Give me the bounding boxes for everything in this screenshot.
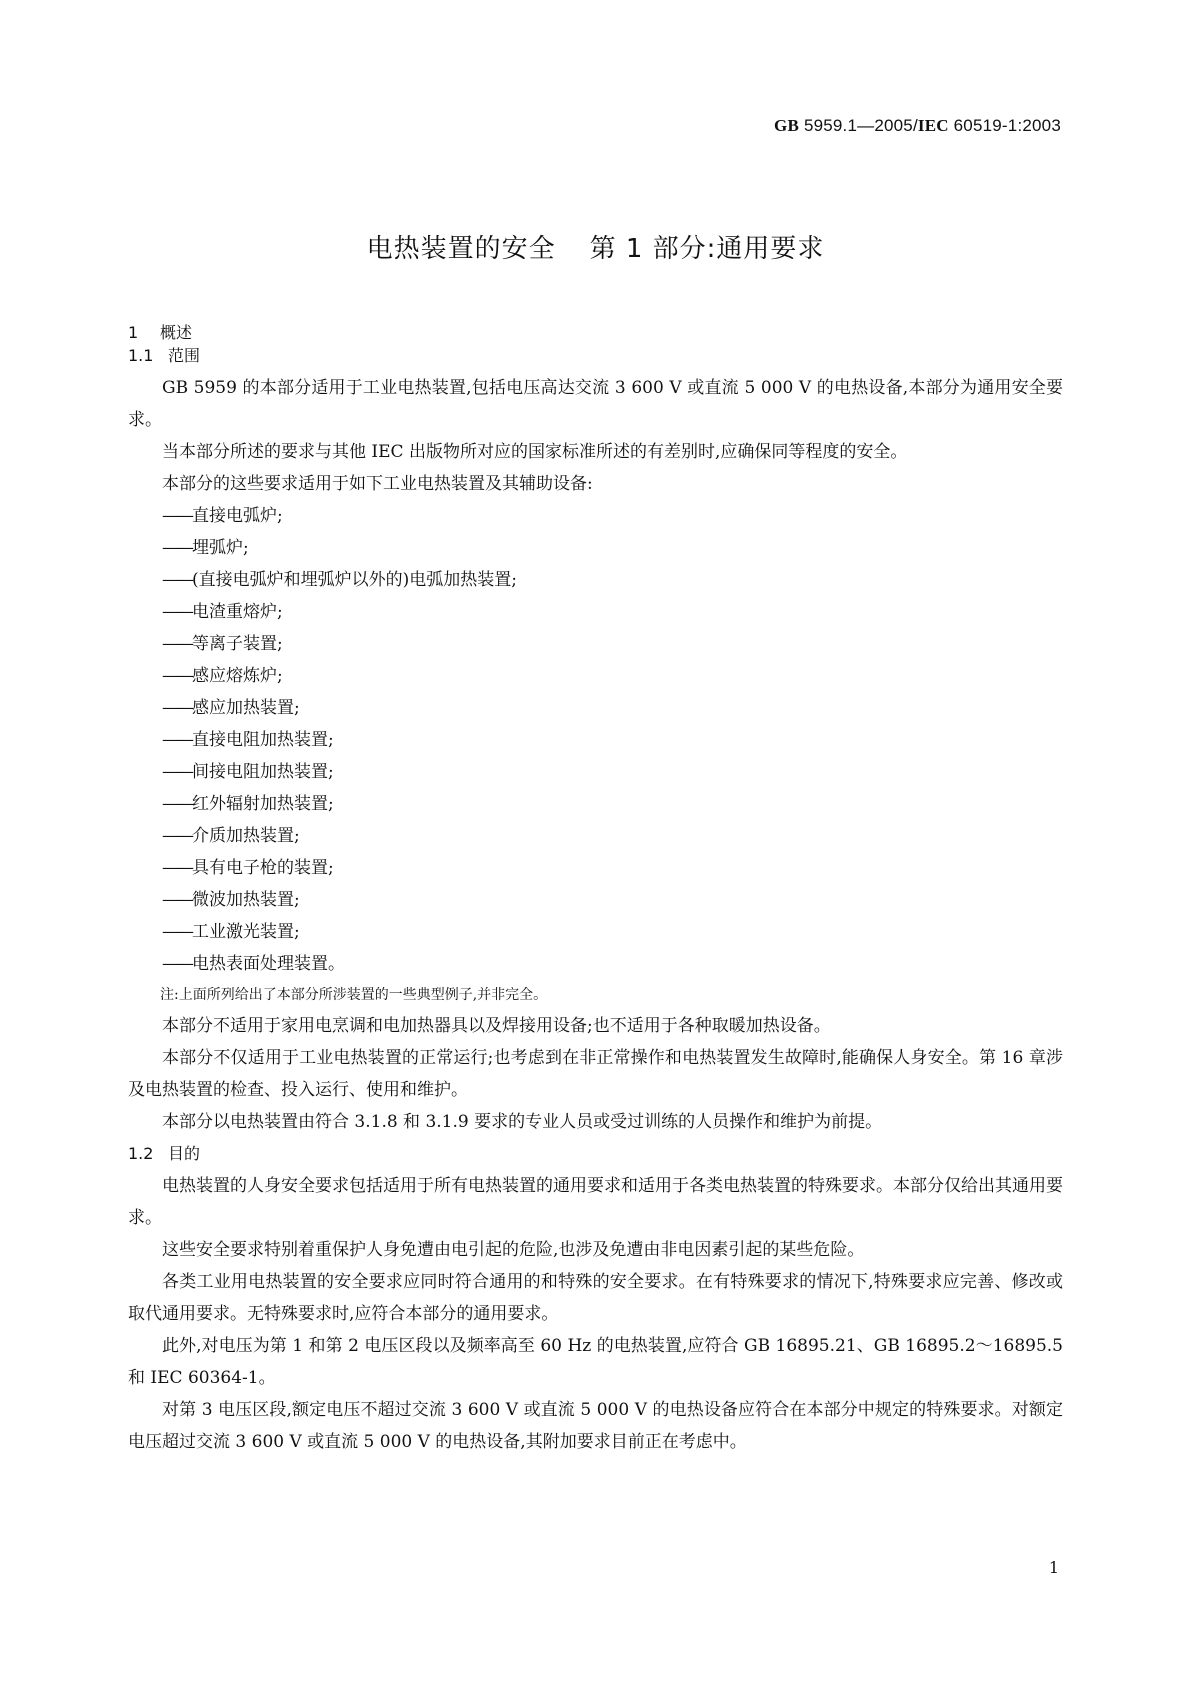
note: 注:上面所列给出了本部分所涉装置的一些典型例子,并非完全。 [160, 987, 548, 1003]
iec-prefix: IEC [917, 116, 949, 135]
list-item: ——感应熔炼炉; [162, 666, 283, 686]
list-item: ——工业激光装置; [162, 922, 300, 942]
body-content [128, 340, 1063, 1458]
list-item: ——介质加热装置; [162, 826, 300, 846]
list-item: ——直接电弧炉; [162, 506, 283, 526]
list-item: ——感应加热装置; [162, 698, 300, 718]
section-title: 目的 [168, 1144, 201, 1163]
paragraph: 本部分的这些要求适用于如下工业电热装置及其辅助设备: [162, 474, 593, 494]
list-item: ——具有电子枪的装置; [162, 858, 334, 878]
list-item: ——间接电阻加热装置; [162, 762, 334, 782]
standard-code-header [774, 116, 1061, 136]
device-list [128, 500, 1063, 980]
iec-number: 60519-1:2003 [948, 116, 1061, 135]
standard-number: 5959.1—2005/ [799, 116, 918, 135]
paragraph: 当本部分所述的要求与其他 IEC 出版物所对应的国家标准所述的有差别时,应确保同等程度的安全。 [162, 442, 908, 462]
list-item: ——直接电阻加热装置; [162, 730, 334, 750]
section-number: 1 [128, 323, 139, 342]
title-main: 电热装置的安全 [366, 234, 556, 264]
paragraph: 这些安全要求特别着重保护人身免遭由电引起的危险,也涉及免遭由非电因素引起的某些危险。 [162, 1240, 865, 1260]
list-item: ——电渣重熔炉; [162, 602, 283, 622]
page-number: 1 [1048, 1558, 1059, 1577]
list-item: ——红外辐射加热装置; [162, 794, 334, 814]
section-title: 概述 [160, 323, 193, 342]
paragraph: 本部分以电热装置由符合 3.1.8 和 3.1.9 要求的专业人员或受过训练的人员操作和维护为前提。 [162, 1112, 883, 1132]
document-title [0, 228, 1191, 265]
paragraph: GB 5959 的本部分适用于工业电热装置,包括电压高达交流 3 600 V 或直流 5 000 V 的电热设备,本部分为通用安全要求。 [128, 378, 1063, 430]
standard-prefix: GB [774, 116, 800, 135]
list-item: ——微波加热装置; [162, 890, 300, 910]
section-number: 1.2 [128, 1144, 154, 1163]
list-item: ——电热表面处理装置。 [162, 954, 345, 974]
section-heading-1-2 [128, 1138, 1063, 1170]
title-part: 第 1 部分:通用要求 [589, 234, 825, 264]
list-item: ——埋弧炉; [162, 538, 249, 558]
paragraph: 此外,对电压为第 1 和第 2 电压区段以及频率高至 60 Hz 的电热装置,应符合 GB 16895.21、GB 16895.2～16895.5 和 IEC 60364-1。 [128, 1336, 1063, 1388]
list-item: ——等离子装置; [162, 634, 283, 654]
section-number: 1.1 [128, 346, 154, 365]
section-heading-1-1 [128, 340, 1063, 372]
section-title: 范围 [168, 346, 201, 365]
paragraph: 各类工业用电热装置的安全要求应同时符合通用的和特殊的安全要求。在有特殊要求的情况下,特殊要求应完善、修改或取代通用要求。无特殊要求时,应符合本部分的通用要求。 [128, 1272, 1063, 1324]
paragraph: 本部分不适用于家用电烹调和电加热器具以及焊接用设备;也不适用于各种取暖加热设备。 [162, 1016, 831, 1036]
paragraph: 对第 3 电压区段,额定电压不超过交流 3 600 V 或直流 5 000 V 的电热设备应符合在本部分中规定的特殊要求。对额定电压超过交流 3 600 V 或直流 5 000 V 的电热设备,其附加要求目前正在考虑中。 [128, 1400, 1063, 1452]
list-item: ——(直接电弧炉和埋弧炉以外的)电弧加热装置; [162, 570, 517, 590]
paragraph: 电热装置的人身安全要求包括适用于所有电热装置的通用要求和适用于各类电热装置的特殊要求。本部分仅给出其通用要求。 [128, 1176, 1063, 1228]
paragraph: 本部分不仅适用于工业电热装置的正常运行;也考虑到在非正常操作和电热装置发生故障时,能确保人身安全。第 16 章涉及电热装置的检查、投入运行、使用和维护。 [128, 1048, 1063, 1100]
